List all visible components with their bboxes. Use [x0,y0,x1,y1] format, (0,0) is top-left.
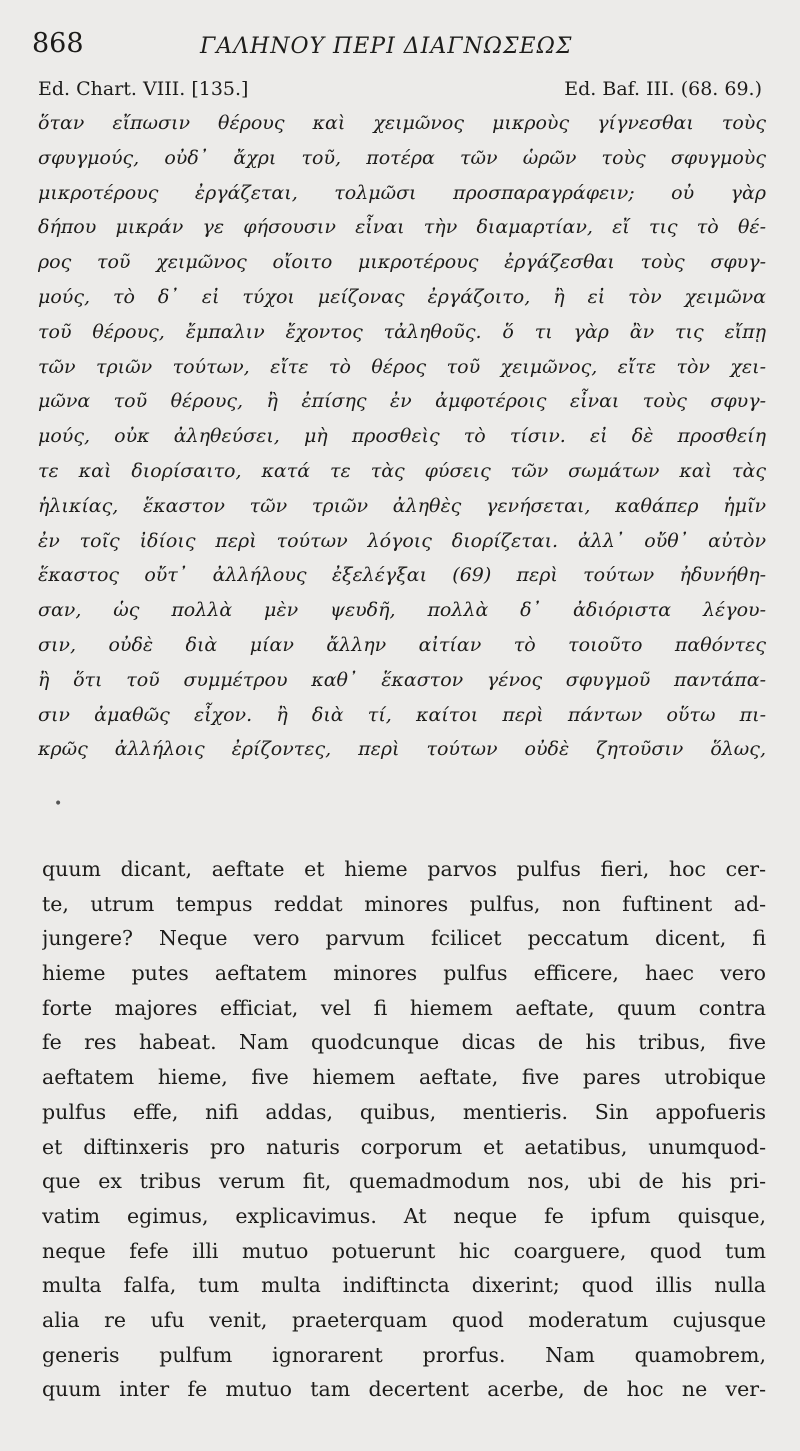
latin-text-line: forte majores efficiat, vel fi hiemem aeftate, quum contra [42,995,766,1020]
latin-text-line: quum inter fe mutuo tam decertent acerbe, de hoc ne ver- [42,1377,766,1402]
latin-text-line: aeftatem hieme, five hiemem aeftate, five pares utrobique [42,1065,766,1090]
latin-text-line: et diftinxeris pro naturis corporum et aetatibus, unumquod- [42,1134,766,1159]
greek-text-line: μῶνα τοῦ θέρους, ἢ ἐπίσης ἐν ἀμφοτέροις εἶναι τοὺς σφυγ- [38,390,766,413]
greek-text-line: μικροτέρους ἐργάζεται, τολμῶσι προσπαραγράφειν; οὐ γὰρ [38,181,766,204]
latin-text-line: te, utrum tempus reddat minores pulfus, non fuftinent ad- [42,891,766,916]
greek-text-block [38,106,766,767]
latin-text-line: jungere? Neque vero parvum fcilicet peccatum dicent, fi [42,926,766,951]
greek-text-line: μούς, τὸ δ᾽ εἰ τύχοι μείζονας ἐργάζοιτο, ἢ εἰ τὸν χειμῶνα [38,285,766,308]
greek-text-line: μούς, οὐκ ἀληθεύσει, μὴ προσθεὶς τὸ τίσιν. εἰ δὲ προσθείη [38,425,766,448]
greek-text-line: σφυγμούς, οὐδ᾽ ἄχρι τοῦ, ποτέρα τῶν ὡρῶν τοὺς σφυγμοὺς [38,146,766,169]
latin-text-line: generis pulfum ignorarent prorfus. Nam quamobrem, [42,1342,766,1367]
greek-text-line: τοῦ θέρους, ἔμπαλιν ἔχοντος τἀληθοῦς. ὅ τι γὰρ ἂν τις εἴπῃ [38,320,766,343]
greek-text-line: ἢ ὅτι τοῦ συμμέτρου καθ᾽ ἕκαστον γένος σφυγμοῦ παντάπα- [38,668,766,691]
greek-text-line: ρος τοῦ χειμῶνος οἴοιτο μικροτέρους ἐργάζεσθαι τοὺς σφυγ- [38,251,766,274]
greek-text-line: ἡλικίας, ἕκαστον τῶν τριῶν ἀληθὲς γενήσεται, καθάπερ ἡμῖν [38,494,766,517]
latin-text-line: vatim egimus, explicavimus. At neque fe ipfum quisque, [42,1203,766,1228]
greek-text-line: δήπου μικράν γε φήσουσιν εἶναι τὴν διαμαρτίαν, εἴ τις τὸ θέ- [38,216,766,239]
edition-references [38,78,762,106]
latin-text-line: multa falfa, tum multa indiftincta dixerint; quod illis nulla [42,1273,766,1298]
greek-text-line: κρῶς ἀλλήλοις ἐρίζοντες, περὶ τούτων οὐδὲ ζητοῦσιν ὅλως, [38,738,766,761]
page-header [32,28,772,68]
latin-text-block [42,852,766,1407]
latin-text-line: alia re ufu venit, praeterquam quod moderatum cujusque [42,1307,766,1332]
page-number: 868 [32,28,84,59]
greek-text-line: τε καὶ διορίσαιτο, κατά τε τὰς φύσεις τῶν σωμάτων καὶ τὰς [38,459,766,482]
edition-reference-left: Ed. Chart. VIII. [135.] [38,78,249,100]
latin-text-line: fe res habeat. Nam quodcunque dicas de his tribus, five [42,1030,766,1055]
greek-text-line: τῶν τριῶν τούτων, εἴτε τὸ θέρος τοῦ χειμῶνος, εἴτε τὸν χει- [38,355,766,378]
greek-text-line: ὅταν εἴπωσιν θέρους καὶ χειμῶνος μικροὺς γίγνεσθαι τοὺς [38,112,766,134]
greek-text-line: σιν, οὐδὲ διὰ μίαν ἄλλην αἰτίαν τὸ τοιοῦτο παθόντες [38,633,766,656]
greek-text-line: σιν ἀμαθῶς εἶχον. ἢ διὰ τί, καίτοι περὶ πάντων οὕτω πι- [38,703,766,726]
latin-text-line: neque fefe illi mutuo potuerunt hic coarguere, quod tum [42,1238,766,1263]
latin-text-line: que ex tribus verum fit, quemadmodum nos, ubi de his pri- [42,1169,766,1194]
print-mark: • [54,796,63,812]
latin-text-line: pulfus effe, nifi addas, quibus, mentieris. Sin appofueris [42,1099,766,1124]
greek-text-line: ἕκαστος οὔτ᾽ ἀλλήλους ἐξελέγξαι (69) περὶ τούτων ἠδυνήθη- [38,564,766,587]
greek-text-line: ἐν τοῖς ἰδίοις περὶ τούτων λόγοις διορίζεται. ἀλλ᾽ οὔθ᾽ αὐτὸν [38,529,766,552]
latin-text-line: hieme putes aeftatem minores pulfus efficere, haec vero [42,961,766,986]
latin-text-line: quum dicant, aeftate et hieme parvos pulfus fieri, hoc cer- [42,857,766,881]
running-title: ΓΑΛΗΝΟΥ ΠΕΡΙ ΔΙΑΓΝΩΣΕΩΣ [200,34,573,59]
edition-reference-right: Ed. Baf. III. (68. 69.) [564,78,762,100]
greek-text-line: σαν, ὡς πολλὰ μὲν ψευδῆ, πολλὰ δ᾽ ἀδιόριστα λέγου- [38,599,766,622]
